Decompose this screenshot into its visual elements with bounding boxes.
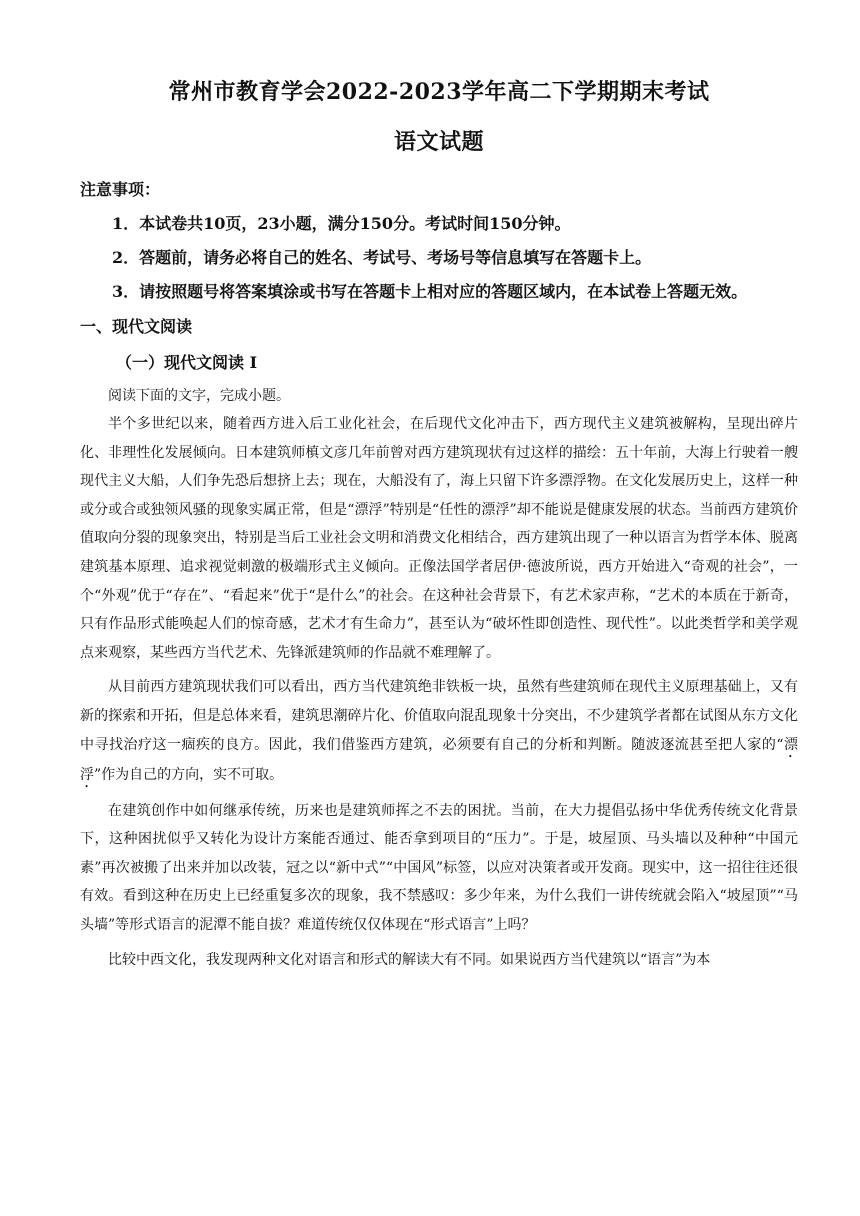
section-title: 一、现代文阅读 (80, 317, 193, 336)
reading-instruction: 阅读下面的文字，完成小题。 (108, 388, 290, 404)
exam-title: 常州市教育学会2022-2023学年高二下学期期末考试 (168, 79, 710, 105)
notice-heading: 注意事项： (80, 180, 161, 199)
exam-subtitle: 语文试题 (393, 129, 484, 155)
notice-item-1: 1．本试卷共10页，23小题，满分150分。考试时间150分钟。 (112, 214, 571, 233)
emphasized-word: 漂浮 (80, 736, 799, 783)
notice-item-3: 3．请按照题号将答案填涂或书写在答题卡上相对应的答题区域内，在本试卷上答题无效。 (112, 282, 748, 301)
passage-paragraph-2 (80, 673, 798, 790)
passage-paragraph-4: 比较中西文化，我发现两种文化对语言和形式的解读大有不同。如果说西方当代建筑以“语言”为本 (108, 951, 711, 968)
notice-item-2: 2．答题前，请务必将自己的姓名、考试号、考场号等信息填写在答题卡上。 (112, 248, 652, 267)
passage-paragraph-3: 在建筑创作中如何继承传统，历来也是建筑师挥之不去的困扰。当前，在大力提倡弘扬中华优秀传统文化背景下，这种困扰似乎又转化为设计方案能否通过、能否拿到项目的“压力”。于是，坡屋顶、马头墙以及种种“中国元素”再次被搬了出来并加以改装，冠之以“新中式”“中国风”标签，以应对决策者或开发商。现实中，这一招往往还很有效。看到这种在历史上已经重复多次的现象，我不禁感叹：多少年来，为什么我们一讲传统就会陷入“坡屋顶”“马头墙”等形式语言的泥潭不能自拔？难道传统仅仅体现在“形式语言”上吗？ (80, 802, 798, 933)
passage-paragraph-1: 半个多世纪以来，随着西方进入后工业化社会，在后现代文化冲击下，西方现代主义建筑被解构，呈现出碎片化、非理性化发展倾向。日本建筑师槙文彦几年前曾对西方建筑现状有过这样的描绘：五十年前，大海上行驶着一艘现代主义大船，人们争先恐后想挤上去；现在，大船没有了，海上只留下许多漂浮物。在文化发展历史上，这样一种或分或合或独领风骚的现象实属正常，但是“漂浮”特别是“任性的漂浮”却不能说是健康发展的状态。当前西方建筑价值取向分裂的现象突出，特别是当后工业社会文明和消费文化相结合，西方建筑出现了一种以语言为哲学本体、脱离建筑基本原理、追求视觉刺激的极端形式主义倾向。正像法国学者居伊·德波所说，西方开始进入“奇观的社会”，一个“外观”优于“存在”、“看起来”优于“是什么”的社会。在这种社会背景下，有艺术家声称，“艺术的本质在于新奇，只有作品形式能唤起人们的惊奇感，艺术才有生命力”，甚至认为“破坏性即创造性、现代性”。以此类哲学和美学观点来观察，某些西方当代艺术、先锋派建筑师的作品就不难理解了。 (80, 416, 798, 661)
paragraph-2-text-before: 从目前西方建筑现状我们可以看出，西方当代建筑绝非铁板一块，虽然有些建筑师在现代主义原理基础上，又有新的探索和开拓，但是总体来看，建筑思潮碎片化、价值取向混乱现象十分突出，不少建筑学者都在试图从东方文化中寻找治疗这一痼疾的良方。因此，我们借鉴西方建筑，必须要有自己的分析和判断。随波逐流甚至把人家的“ (80, 679, 798, 753)
paragraph-2-text-after: ”作为自己的方向，实不可取。 (94, 766, 284, 783)
subsection-title: （一）现代文阅读 I (116, 353, 258, 372)
